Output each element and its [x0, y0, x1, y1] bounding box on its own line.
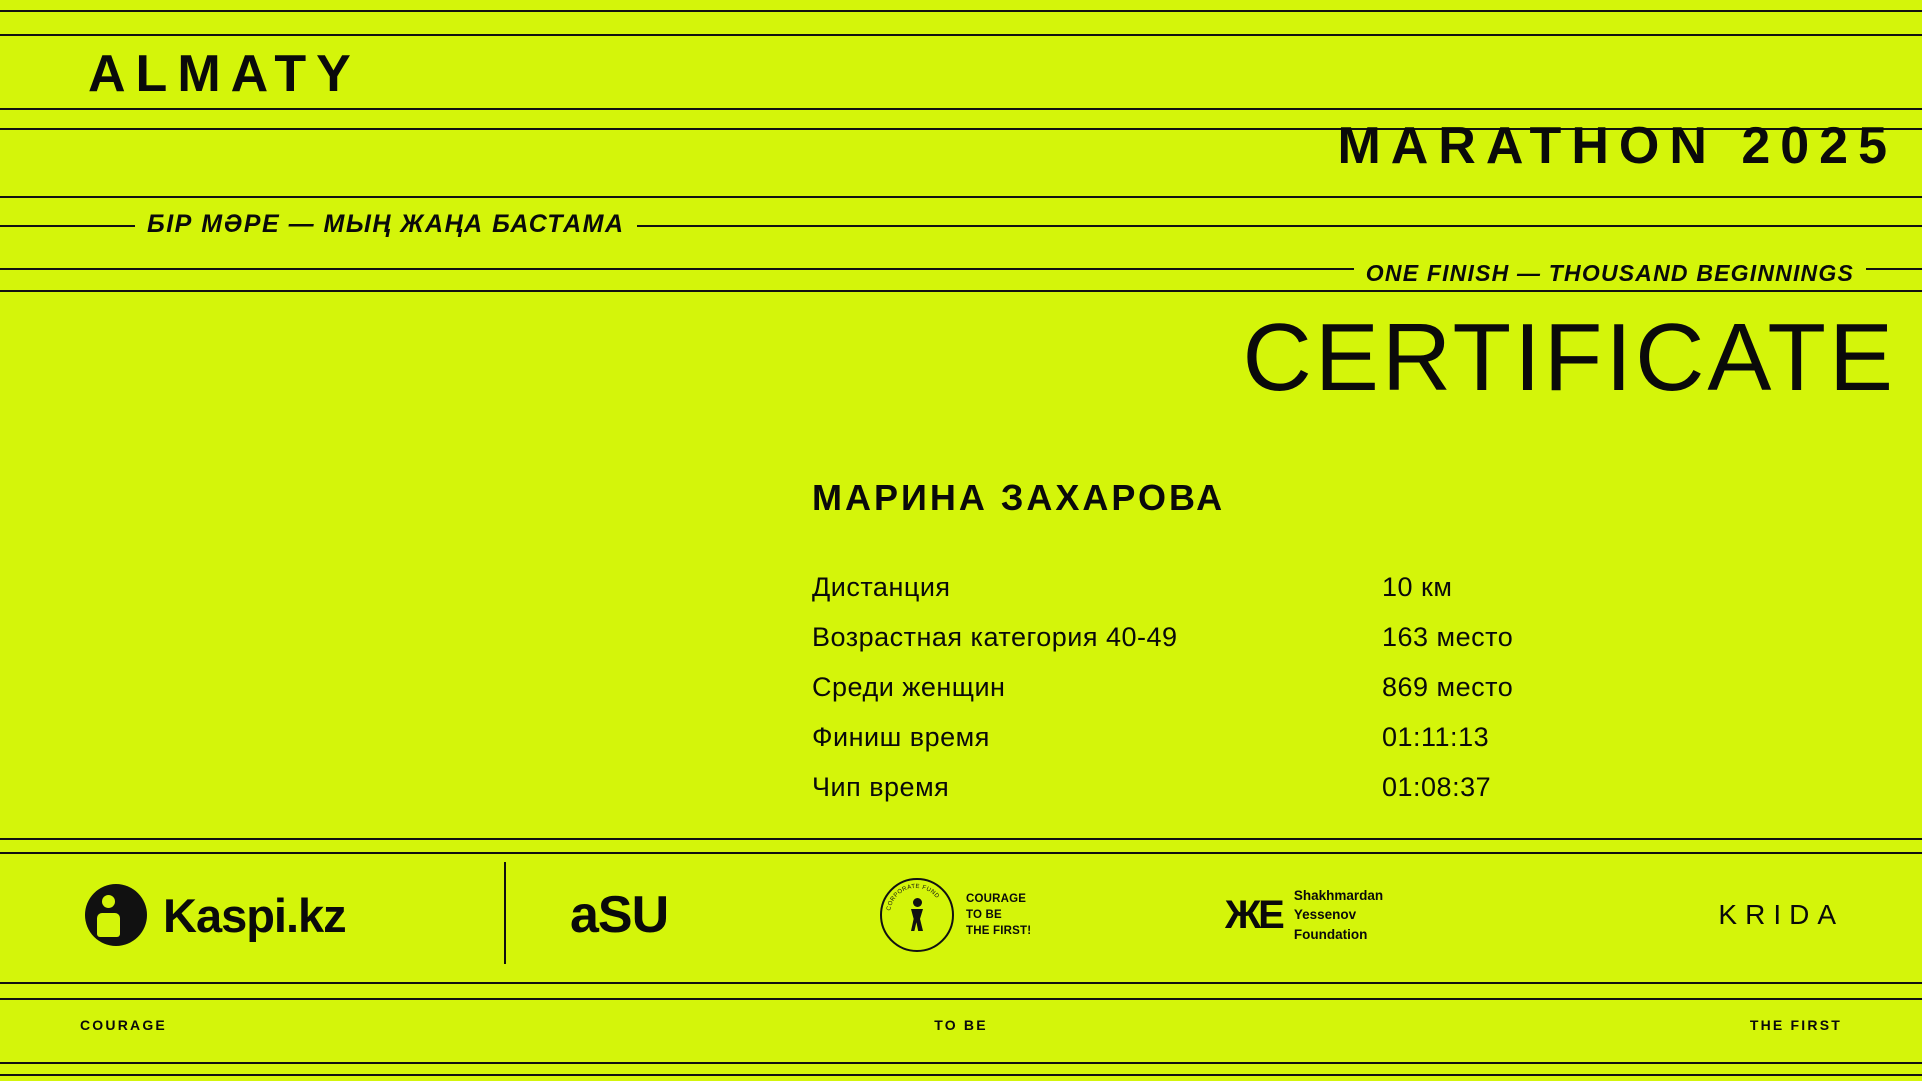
divider-line	[0, 196, 1922, 198]
yessenov-line-1: Shakhmardan	[1293, 887, 1384, 903]
tagline-kazakh: БІР МӘРЕ — МЫҢ ЖАҢА БАСТАМА	[135, 212, 637, 237]
divider-line	[0, 108, 1922, 110]
detail-value: 163 место	[1382, 622, 1514, 652]
divider-line	[0, 1074, 1922, 1076]
detail-label: Возрастная категория 40-49	[812, 622, 1178, 652]
courage-line-1: COURAGE	[966, 892, 1027, 905]
sponsor-row	[0, 840, 1922, 990]
yessenov-line-2: Yessenov	[1293, 907, 1357, 923]
detail-label: Среди женщин	[812, 672, 1006, 702]
detail-row	[812, 772, 1612, 822]
detail-row	[812, 572, 1612, 622]
sponsor-asu	[570, 886, 669, 944]
detail-row	[812, 672, 1612, 722]
divider-line	[0, 998, 1922, 1000]
footer-left: COURAGE	[80, 1017, 167, 1033]
courage-ring-text-icon	[881, 879, 951, 949]
detail-label: Финиш время	[812, 722, 990, 752]
kaspi-logo-icon	[85, 884, 147, 946]
yessenov-logo-icon: ЖЕ	[1225, 893, 1282, 937]
courage-fund-text	[966, 891, 1031, 940]
svg-text:CORPORATE FUND: CORPORATE FUND	[886, 883, 941, 912]
asu-wordmark: aSU	[570, 886, 669, 944]
detail-row	[812, 622, 1612, 672]
page-title: CERTIFICATE	[1242, 304, 1896, 411]
detail-row	[812, 722, 1612, 772]
footer-right: THE FIRST	[1749, 1017, 1842, 1033]
sponsor-krida	[1718, 901, 1844, 929]
divider-line	[0, 10, 1922, 12]
divider-line	[0, 34, 1922, 36]
header-event: MARATHON 2025	[1337, 117, 1897, 175]
courage-fund-icon	[880, 878, 954, 952]
kaspi-wordmark: Kaspi.kz	[163, 888, 346, 942]
divider-line	[0, 1062, 1922, 1064]
sponsor-courage-fund	[880, 878, 1031, 952]
header-city: ALMATY	[88, 45, 361, 103]
yessenov-foundation-text	[1294, 886, 1383, 945]
detail-value: 869 место	[1382, 672, 1514, 702]
result-details	[812, 572, 1612, 822]
detail-label: Чип время	[812, 772, 950, 802]
tagline-english: ONE FINISH — THOUSAND BEGINNINGS	[1354, 262, 1866, 285]
sponsor-kaspi	[85, 884, 346, 946]
detail-value: 01:08:37	[1382, 772, 1492, 802]
detail-label: Дистанция	[812, 572, 951, 602]
yessenov-line-3: Foundation	[1293, 926, 1368, 942]
sponsor-divider	[504, 862, 506, 964]
divider-line	[0, 290, 1922, 292]
courage-line-2: TO BE	[966, 908, 1002, 921]
detail-value: 10 км	[1382, 572, 1453, 602]
athlete-name: МАРИНА ЗАХАРОВА	[812, 477, 1226, 518]
footer-center: TO BE	[934, 1017, 988, 1033]
sponsor-shakhmardan-yessenov	[1225, 886, 1383, 945]
courage-line-3: THE FIRST!	[966, 925, 1032, 938]
detail-value: 01:11:13	[1382, 722, 1490, 752]
footer	[0, 1018, 1922, 1048]
krida-wordmark: KRIDA	[1718, 899, 1844, 930]
